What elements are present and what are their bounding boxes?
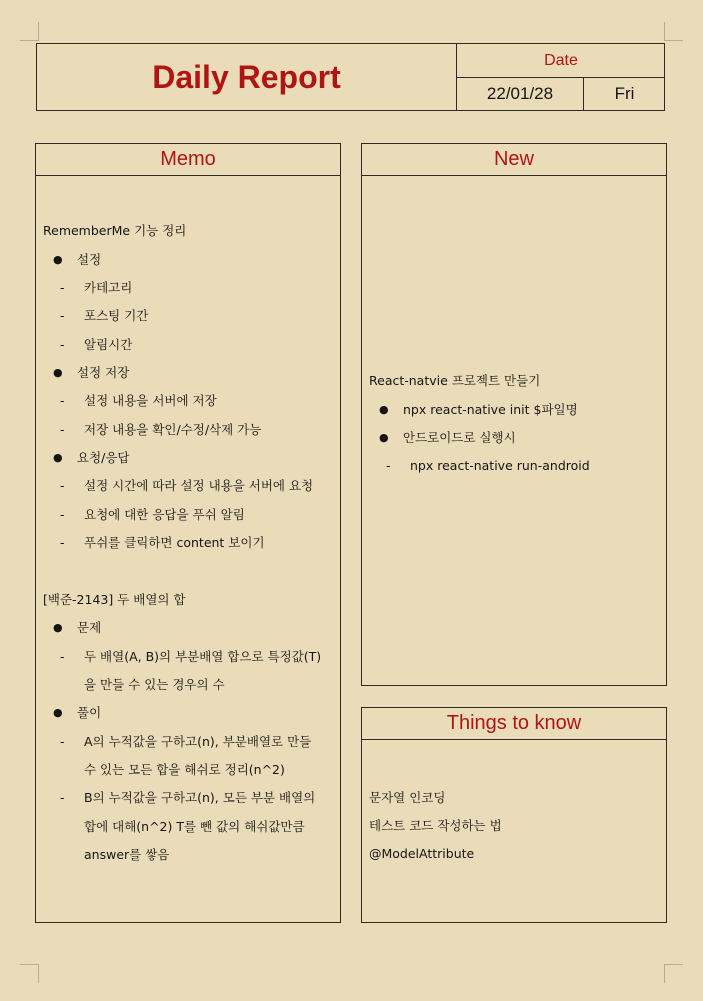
memo-line: 풀이 <box>77 705 102 720</box>
dash-icon: - <box>60 280 65 295</box>
dash-icon: - <box>60 507 65 522</box>
crop-mark-bottom-right <box>664 964 683 983</box>
bullet-icon: ● <box>53 621 63 634</box>
know-line: @ModelAttribute <box>369 846 475 861</box>
memo-line: 요청/응답 <box>77 450 130 465</box>
new-line: npx react-native run-android <box>410 458 590 473</box>
dash-icon: - <box>60 308 65 323</box>
dash-icon: - <box>60 790 65 805</box>
memo-line: 푸쉬를 클릭하면 content 보이기 <box>84 535 265 550</box>
know-line: 테스트 코드 작성하는 법 <box>369 818 502 833</box>
memo-heading: [백준-2143] 두 배열의 합 <box>43 592 186 607</box>
bullet-icon: ● <box>53 451 63 464</box>
new-title: New <box>362 144 666 176</box>
dash-icon: - <box>60 422 65 437</box>
memo-line: 설정 <box>77 252 102 267</box>
report-title: Daily Report <box>37 44 457 110</box>
memo-title: Memo <box>36 144 340 176</box>
new-line: 안드로이드로 실행시 <box>403 430 516 445</box>
memo-line: 을 만들 수 있는 경우의 수 <box>84 677 225 692</box>
new-panel <box>361 143 667 686</box>
day-value: Fri <box>614 84 635 103</box>
memo-line: answer를 쌓음 <box>84 847 170 862</box>
memo-panel <box>35 143 341 923</box>
date-label: Date <box>457 44 665 78</box>
bullet-icon: ● <box>53 253 63 266</box>
know-line: 문자열 인코딩 <box>369 790 446 805</box>
know-title: Things to know <box>362 708 666 740</box>
memo-line: 설정 저장 <box>77 365 130 380</box>
memo-line: 합에 대해(n^2) T를 뺀 값의 해쉬값만큼 <box>84 819 305 834</box>
memo-line: 두 배열(A, B)의 부분배열 합으로 특정값(T) <box>84 649 322 664</box>
new-line: npx react-native init $파일명 <box>403 402 578 417</box>
memo-line: 카테고리 <box>84 280 133 295</box>
dash-icon: - <box>60 337 65 352</box>
memo-line: 설정 내용을 서버에 저장 <box>84 393 217 408</box>
bullet-icon: ● <box>379 431 389 444</box>
memo-line: B의 누적값을 구하고(n), 모든 부분 배열의 <box>84 790 316 805</box>
dash-icon: - <box>60 535 65 550</box>
new-heading: React-natvie 프로젝트 만들기 <box>369 373 541 388</box>
dash-icon: - <box>60 734 65 749</box>
memo-line: 알림시간 <box>84 337 133 352</box>
bullet-icon: ● <box>53 706 63 719</box>
memo-line: 요청에 대한 응답을 푸쉬 알림 <box>84 507 245 522</box>
crop-mark-top-right <box>664 22 683 41</box>
memo-heading: RememberMe 기능 정리 <box>43 223 187 238</box>
dash-icon: - <box>60 393 65 408</box>
bullet-icon: ● <box>379 403 389 416</box>
crop-mark-top-left <box>20 22 39 41</box>
memo-line: 저장 내용을 확인/수정/삭제 가능 <box>84 422 262 437</box>
dash-icon: - <box>60 649 65 664</box>
crop-mark-bottom-left <box>20 964 39 983</box>
report-header <box>36 43 665 111</box>
memo-line: 포스팅 기간 <box>84 308 149 323</box>
memo-line: A의 누적값을 구하고(n), 부분배열로 만들 <box>84 734 312 749</box>
dash-icon: - <box>60 478 65 493</box>
bullet-icon: ● <box>53 366 63 379</box>
things-to-know-panel <box>361 707 667 923</box>
dash-icon: - <box>386 458 391 473</box>
memo-line: 설정 시간에 따라 설정 내용을 서버에 요청 <box>84 478 314 493</box>
date-value: 22/01/28 <box>457 78 584 110</box>
memo-line: 수 있는 모든 합을 해쉬로 정리(n^2) <box>84 762 285 777</box>
memo-line: 문제 <box>77 620 102 635</box>
